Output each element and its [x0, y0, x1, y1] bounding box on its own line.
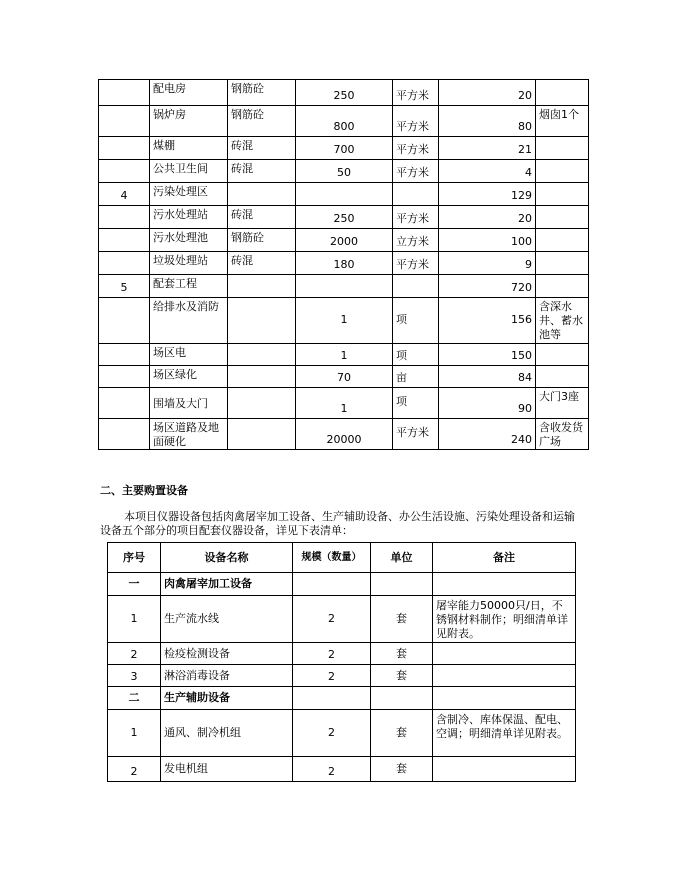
row-no: 二	[108, 687, 161, 710]
row-structure	[228, 183, 296, 206]
row-no	[99, 419, 150, 450]
row-unit: 项	[393, 388, 439, 419]
row-amount: 20	[439, 206, 536, 229]
row-name: 垃圾处理站	[150, 252, 228, 275]
row-qty: 70	[296, 366, 393, 388]
row-amount: 20	[439, 80, 536, 106]
table-row	[108, 757, 576, 782]
row-name: 污染处理区	[150, 183, 228, 206]
row-qty: 250	[296, 80, 393, 106]
table-row	[99, 344, 589, 366]
row-name: 发电机组	[161, 757, 293, 782]
row-qty: 180	[296, 252, 393, 275]
section-heading: 二、主要购置设备	[100, 484, 188, 497]
row-no	[99, 252, 150, 275]
row-note	[536, 275, 589, 298]
table-row	[99, 229, 589, 252]
row-note: 含收发货广场	[536, 419, 589, 450]
row-note	[536, 229, 589, 252]
row-no	[99, 80, 150, 106]
row-structure	[228, 298, 296, 344]
row-no: 2	[108, 643, 161, 665]
row-unit: 平方米	[393, 80, 439, 106]
row-qty: 250	[296, 206, 393, 229]
table-row	[108, 643, 576, 665]
row-no	[99, 137, 150, 160]
row-structure: 钢筋砼	[228, 80, 296, 106]
row-unit: 项	[393, 298, 439, 344]
row-qty: 2	[293, 596, 371, 643]
row-structure	[228, 344, 296, 366]
table-row	[99, 160, 589, 183]
header-qty: 规模（数量）	[293, 543, 371, 573]
row-unit: 套	[371, 643, 433, 665]
row-name: 围墙及大门	[150, 388, 228, 419]
table-row	[99, 298, 589, 344]
row-no: 3	[108, 665, 161, 687]
row-qty: 2	[293, 643, 371, 665]
row-qty: 700	[296, 137, 393, 160]
row-unit: 平方米	[393, 206, 439, 229]
row-name: 场区绿化	[150, 366, 228, 388]
row-note: 烟囱1个	[536, 106, 589, 137]
row-structure	[228, 366, 296, 388]
row-no: 一	[108, 573, 161, 596]
row-amount: 4	[439, 160, 536, 183]
table-row	[99, 388, 589, 419]
row-amount: 21	[439, 137, 536, 160]
table-row	[99, 137, 589, 160]
table-row	[108, 710, 576, 757]
table-row	[99, 80, 589, 106]
row-unit: 立方米	[393, 229, 439, 252]
row-note	[536, 160, 589, 183]
row-note	[536, 344, 589, 366]
header-name: 设备名称	[161, 543, 293, 573]
row-name: 场区道路及地面硬化	[150, 419, 228, 450]
row-structure	[228, 388, 296, 419]
row-name: 通风、制冷机组	[161, 710, 293, 757]
row-amount: 100	[439, 229, 536, 252]
row-qty	[293, 573, 371, 596]
row-unit	[371, 687, 433, 710]
table-header-row	[108, 543, 576, 573]
row-structure: 砖混	[228, 252, 296, 275]
row-structure	[228, 275, 296, 298]
row-no	[99, 106, 150, 137]
row-unit	[371, 573, 433, 596]
row-no	[99, 344, 150, 366]
table-row	[99, 419, 589, 450]
row-note	[536, 252, 589, 275]
row-structure: 钢筋砼	[228, 229, 296, 252]
row-note: 含制冷、库体保温、配电、空调；明细清单详见附表。	[433, 710, 576, 757]
row-no	[99, 366, 150, 388]
category-row	[108, 573, 576, 596]
row-amount: 9	[439, 252, 536, 275]
row-no	[99, 298, 150, 344]
row-unit: 套	[371, 665, 433, 687]
category-row	[108, 687, 576, 710]
row-qty: 2	[293, 665, 371, 687]
row-note	[536, 366, 589, 388]
row-amount: 84	[439, 366, 536, 388]
row-note: 大门3座	[536, 388, 589, 419]
row-qty: 1	[296, 344, 393, 366]
row-qty: 50	[296, 160, 393, 183]
row-qty: 800	[296, 106, 393, 137]
row-note: 屠宰能力50000只/日，不锈钢材料制作；明细清单详见附表。	[433, 596, 576, 643]
row-amount: 240	[439, 419, 536, 450]
row-note	[433, 643, 576, 665]
row-qty: 2	[293, 757, 371, 782]
row-note	[536, 137, 589, 160]
row-amount: 129	[439, 183, 536, 206]
row-no	[99, 388, 150, 419]
row-name: 锅炉房	[150, 106, 228, 137]
row-note	[536, 80, 589, 106]
row-unit: 套	[371, 596, 433, 643]
row-unit: 平方米	[393, 160, 439, 183]
row-no: 5	[99, 275, 150, 298]
table-row	[99, 106, 589, 137]
row-no: 4	[99, 183, 150, 206]
row-no	[99, 206, 150, 229]
row-note	[433, 665, 576, 687]
equipment-table	[107, 542, 576, 782]
row-qty: 1	[296, 298, 393, 344]
row-name: 公共卫生间	[150, 160, 228, 183]
row-unit: 套	[371, 757, 433, 782]
row-structure: 砖混	[228, 160, 296, 183]
row-no: 1	[108, 710, 161, 757]
row-structure	[228, 419, 296, 450]
row-unit	[393, 275, 439, 298]
table-row	[99, 252, 589, 275]
row-qty	[296, 183, 393, 206]
row-qty: 2000	[296, 229, 393, 252]
row-structure: 砖混	[228, 137, 296, 160]
table-row	[108, 665, 576, 687]
row-no: 1	[108, 596, 161, 643]
row-name: 给排水及消防	[150, 298, 228, 344]
row-name: 污水处理站	[150, 206, 228, 229]
row-name: 生产流水线	[161, 596, 293, 643]
row-qty: 1	[296, 388, 393, 419]
header-no: 序号	[108, 543, 161, 573]
row-unit: 平方米	[393, 419, 439, 450]
header-note: 备注	[433, 543, 576, 573]
table-row	[99, 183, 589, 206]
row-name: 肉禽屠宰加工设备	[161, 573, 293, 596]
row-unit: 项	[393, 344, 439, 366]
row-name: 场区电	[150, 344, 228, 366]
row-name: 煤棚	[150, 137, 228, 160]
header-unit: 单位	[371, 543, 433, 573]
row-no: 2	[108, 757, 161, 782]
row-name: 配电房	[150, 80, 228, 106]
row-note	[536, 206, 589, 229]
row-note	[433, 687, 576, 710]
row-unit: 平方米	[393, 252, 439, 275]
table-row	[108, 596, 576, 643]
row-name: 污水处理池	[150, 229, 228, 252]
row-amount: 80	[439, 106, 536, 137]
row-structure: 钢筋砼	[228, 106, 296, 137]
row-no	[99, 229, 150, 252]
row-note: 含深水井、蓄水池等	[536, 298, 589, 344]
row-amount: 150	[439, 344, 536, 366]
table-row	[99, 275, 589, 298]
section-paragraph: 本项目仪器设备包括肉禽屠宰加工设备、生产辅助设备、办公生活设施、污染处理设备和运输设备五个部分的项目配套仪器设备，详见下表清单：	[100, 510, 575, 537]
row-unit: 平方米	[393, 137, 439, 160]
row-qty	[293, 687, 371, 710]
row-name: 生产辅助设备	[161, 687, 293, 710]
row-structure: 砖混	[228, 206, 296, 229]
row-qty: 2	[293, 710, 371, 757]
row-amount: 156	[439, 298, 536, 344]
row-amount: 90	[439, 388, 536, 419]
row-qty: 20000	[296, 419, 393, 450]
row-no	[99, 160, 150, 183]
row-name: 淋浴消毒设备	[161, 665, 293, 687]
row-name: 配套工程	[150, 275, 228, 298]
facility-table	[98, 79, 589, 450]
row-note	[536, 183, 589, 206]
row-note	[433, 573, 576, 596]
row-note	[433, 757, 576, 782]
row-unit	[393, 183, 439, 206]
row-unit: 平方米	[393, 106, 439, 137]
table-row	[99, 206, 589, 229]
row-unit: 亩	[393, 366, 439, 388]
table-row	[99, 366, 589, 388]
row-amount: 720	[439, 275, 536, 298]
row-qty	[296, 275, 393, 298]
row-unit: 套	[371, 710, 433, 757]
row-name: 检疫检测设备	[161, 643, 293, 665]
